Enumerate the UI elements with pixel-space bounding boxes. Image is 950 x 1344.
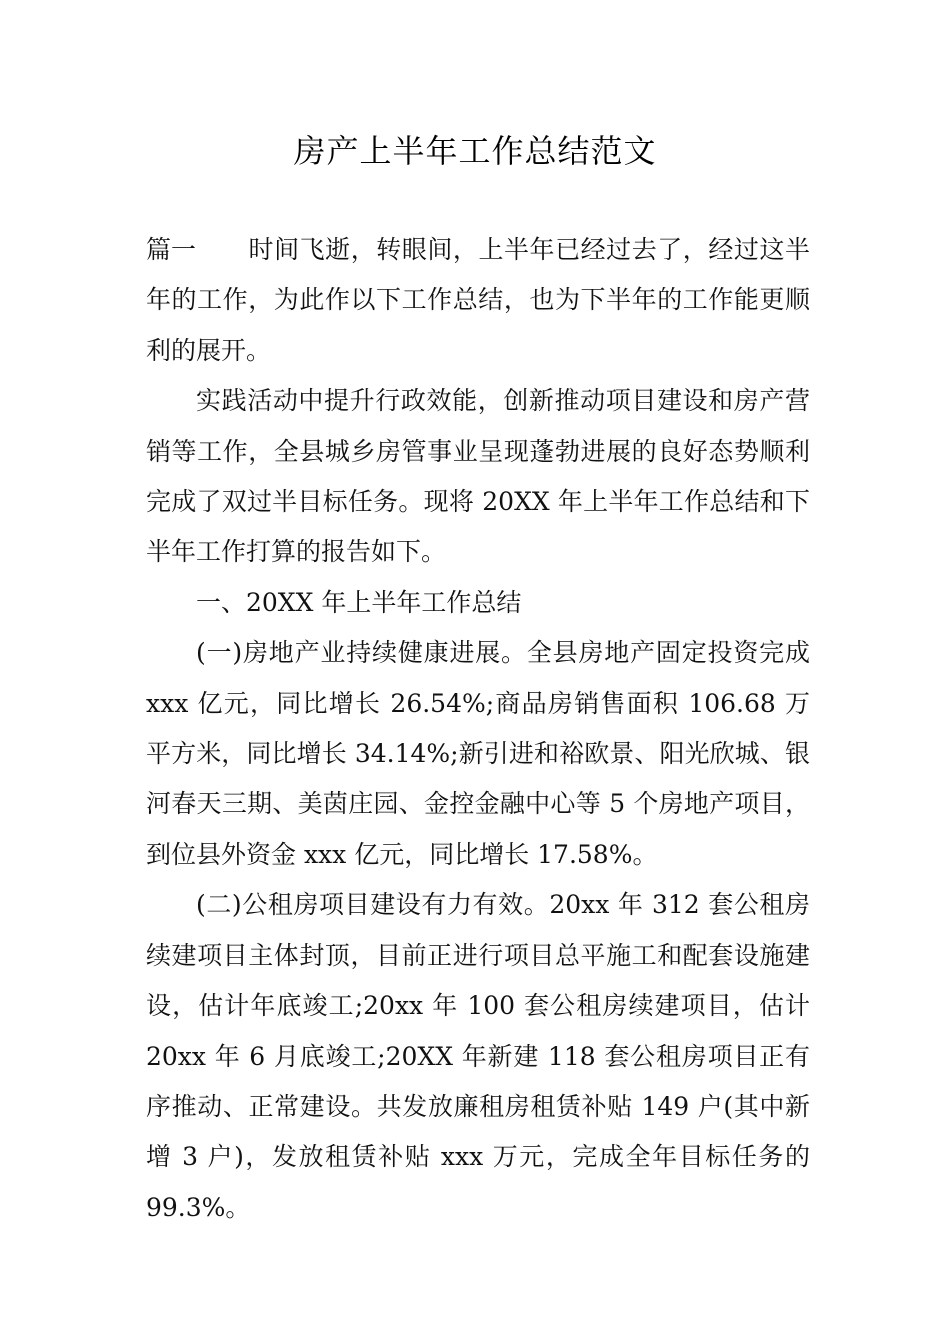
section-label: 篇一 [146, 235, 197, 264]
paragraph-intro-text: 时间飞逝，转眼间，上半年已经过去了，经过这半年的工作，为此作以下工作总结，也为下半年的工作能更顺利的展开。 [146, 235, 810, 365]
paragraph-intro [146, 225, 810, 376]
document-body [146, 225, 810, 1233]
paragraph-overview: 实践活动中提升行政效能，创新推动项目建设和房产营销等工作，全县城乡房管事业呈现蓬勃进展的良好态势顺利完成了双过半目标任务。现将 20XX 年上半年工作总结和下半年工作打算的报告如下。 [146, 386, 810, 567]
section-heading: 一、20XX 年上半年工作总结 [196, 587, 522, 617]
paragraph-real-estate: (一)房地产业持续健康进展。全县房地产固定投资完成 xxx 亿元，同比增长 26.54%;商品房销售面积 106.68 万平方米，同比增长 34.14%;新引进和裕欧景、阳光欣城、银河春天三期、美茵庄园、金控金融中心等 5 个房地产项目，到位县外资金 xxx 亿元，同比增长 17.58%。 [146, 638, 810, 869]
paragraph-public-housing: (二)公租房项目建设有力有效。20xx 年 312 套公租房续建项目主体封顶，目前正进行项目总平施工和配套设施建设，估计年底竣工;20xx 年 100 套公租房续建项目，估计 20xx 年 6 月底竣工;20XX 年新建 118 套公租房项目正有序推动、正常建设。共发放廉租房租赁补贴 149 户(其中新增 3 户)，发放租赁补贴 xxx 万元，完成全年目标任务的 99.3%。 [146, 890, 810, 1222]
document-title: 房产上半年工作总结范文 [293, 132, 657, 170]
